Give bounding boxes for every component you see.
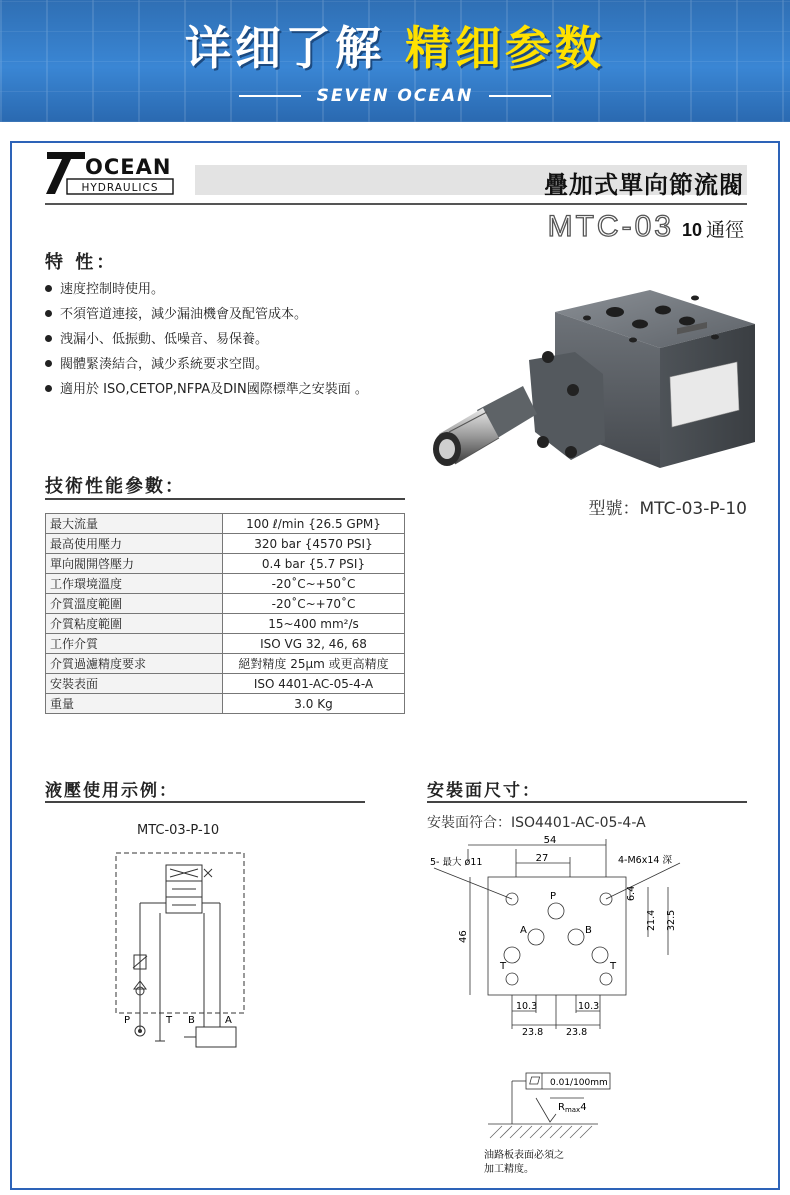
spec-key: 重量 — [46, 694, 223, 714]
dim-23-8-left: 23.8 — [522, 1027, 544, 1038]
spec-value: ISO VG 32, 46, 68 — [223, 634, 405, 654]
bullet-icon — [45, 335, 52, 342]
table-row — [46, 554, 405, 574]
mount-port-t-right: T — [610, 961, 617, 972]
size-label: 通徑 — [705, 220, 744, 241]
features-heading: 特 性： — [45, 252, 118, 273]
spec-key: 介質粘度範圍 — [46, 614, 223, 634]
surface-note-line2: 加工精度。 — [484, 1164, 534, 1175]
spec-value: ISO 4401-AC-05-4-A — [223, 674, 405, 694]
feature-text: 速度控制時使用。 — [60, 282, 165, 297]
bullet-icon — [45, 385, 52, 392]
dim-27: 27 — [535, 853, 549, 864]
table-row — [46, 634, 405, 654]
size-number: 10 — [681, 220, 702, 240]
tech-heading: 技術性能參數： — [45, 476, 185, 497]
mounting-underline — [427, 801, 747, 803]
mount-port-a: A — [520, 925, 527, 936]
dim-23-8-right: 23.8 — [566, 1027, 588, 1038]
circuit-port-t: T — [166, 1015, 173, 1026]
mount-port-t-left: T — [500, 961, 507, 972]
dim-6-4: 6.4 — [626, 885, 637, 901]
logo-tagline-text: HYDRAULICS — [81, 182, 159, 194]
spec-key: 單向閥開啓壓力 — [46, 554, 223, 574]
dim-21-4: 21.4 — [646, 909, 657, 931]
spec-value: 100 ℓ/min {26.5 GPM} — [223, 514, 405, 534]
spec-key: 工作介質 — [46, 634, 223, 654]
spec-key: 安裝表面 — [46, 674, 223, 694]
valve-product-image — [425, 282, 760, 472]
model-number-label: 型號：MTC-03-P-10 — [588, 499, 747, 519]
spec-value: 3.0 Kg — [223, 694, 405, 714]
list-item — [45, 380, 368, 405]
mount-port-b: B — [585, 925, 592, 936]
spec-key: 最高使用壓力 — [46, 534, 223, 554]
spec-value: 15~400 mm²/s — [223, 614, 405, 634]
feature-text: 洩漏小、低振動、低噪音、易保養。 — [60, 332, 269, 347]
hydraulic-model-label: MTC-03-P-10 — [137, 823, 220, 838]
table-row — [46, 574, 405, 594]
circuit-port-a: A — [225, 1015, 232, 1026]
table-row — [46, 614, 405, 634]
spec-key: 最大流量 — [46, 514, 223, 534]
table-row — [46, 514, 405, 534]
spec-value: 320 bar {4570 PSI} — [223, 534, 405, 554]
circuit-port-p: P — [124, 1015, 131, 1026]
bullet-icon — [45, 310, 52, 317]
roughness-symbol: $R_{max}4$ — [558, 1102, 587, 1114]
table-row — [46, 694, 405, 714]
spec-table — [45, 513, 405, 714]
dim-54: 54 — [543, 835, 557, 846]
flatness-value: 0.01/100mm — [550, 1078, 608, 1088]
hydraulic-example-heading: 液壓使用示例： — [45, 781, 178, 801]
feature-text: 閥體緊湊結合，減少系統要求空間。 — [60, 357, 269, 372]
hydraulic-circuit-diagram — [100, 845, 260, 1050]
dim-thread: 4-M6x14 深 — [618, 855, 672, 866]
dim-10-3-right: 10.3 — [578, 1001, 600, 1012]
spec-key: 介質過濾精度要求 — [46, 654, 223, 674]
model-title — [548, 210, 744, 244]
spec-value: 絕對精度 25µm 或更高精度 — [223, 654, 405, 674]
spec-value: 0.4 bar {5.7 PSI} — [223, 554, 405, 574]
mounting-heading: 安裝面尺寸： — [427, 781, 541, 801]
spec-value: -20˚C~+50˚C — [223, 574, 405, 594]
mounting-dimension-drawing — [420, 833, 690, 1043]
dim-holes: 5- 最大 ø11 — [430, 857, 483, 868]
product-title: 疊加式單向節流閥 — [544, 171, 744, 199]
table-row — [46, 654, 405, 674]
logo-brand-text: OCEAN — [85, 155, 172, 179]
spec-key: 介質溫度範圍 — [46, 594, 223, 614]
list-item — [45, 280, 368, 305]
banner-subtitle: SEVEN OCEAN — [0, 86, 790, 106]
banner-title-yellow: 精细参数 — [405, 21, 605, 75]
features-list — [45, 280, 368, 405]
surface-note-line1: 油路板表面必須之 — [484, 1150, 564, 1161]
table-row — [46, 674, 405, 694]
title-underline — [45, 203, 747, 205]
spec-value: -20˚C~+70˚C — [223, 594, 405, 614]
bullet-icon — [45, 360, 52, 367]
tech-underline — [45, 498, 405, 500]
feature-text: 適用於 ISO,CETOP,NFPA及DIN國際標準之安裝面 。 — [60, 382, 368, 397]
list-item — [45, 305, 368, 330]
circuit-port-b: B — [188, 1015, 195, 1026]
banner-title-white: 详细了解 — [184, 21, 385, 75]
bullet-icon — [45, 285, 52, 292]
table-row — [46, 594, 405, 614]
dim-32-5: 32.5 — [666, 909, 677, 931]
dim-10-3-left: 10.3 — [516, 1001, 538, 1012]
model-code: MTC-03 — [547, 210, 674, 243]
list-item — [45, 355, 368, 380]
mount-port-p: P — [550, 891, 557, 902]
spec-key: 工作環境溫度 — [46, 574, 223, 594]
top-banner — [0, 0, 790, 122]
banner-title — [0, 12, 790, 78]
mounting-standard: 安裝面符合：ISO4401-AC-05-4-A — [427, 815, 646, 831]
hydraulic-underline — [45, 801, 365, 803]
ocean-hydraulics-logo — [45, 150, 175, 196]
table-row — [46, 534, 405, 554]
feature-text: 不須管道連接，減少漏油機會及配管成本。 — [60, 307, 308, 322]
dim-46: 46 — [458, 930, 469, 943]
list-item — [45, 330, 368, 355]
surface-finish-diagram — [480, 1068, 620, 1178]
